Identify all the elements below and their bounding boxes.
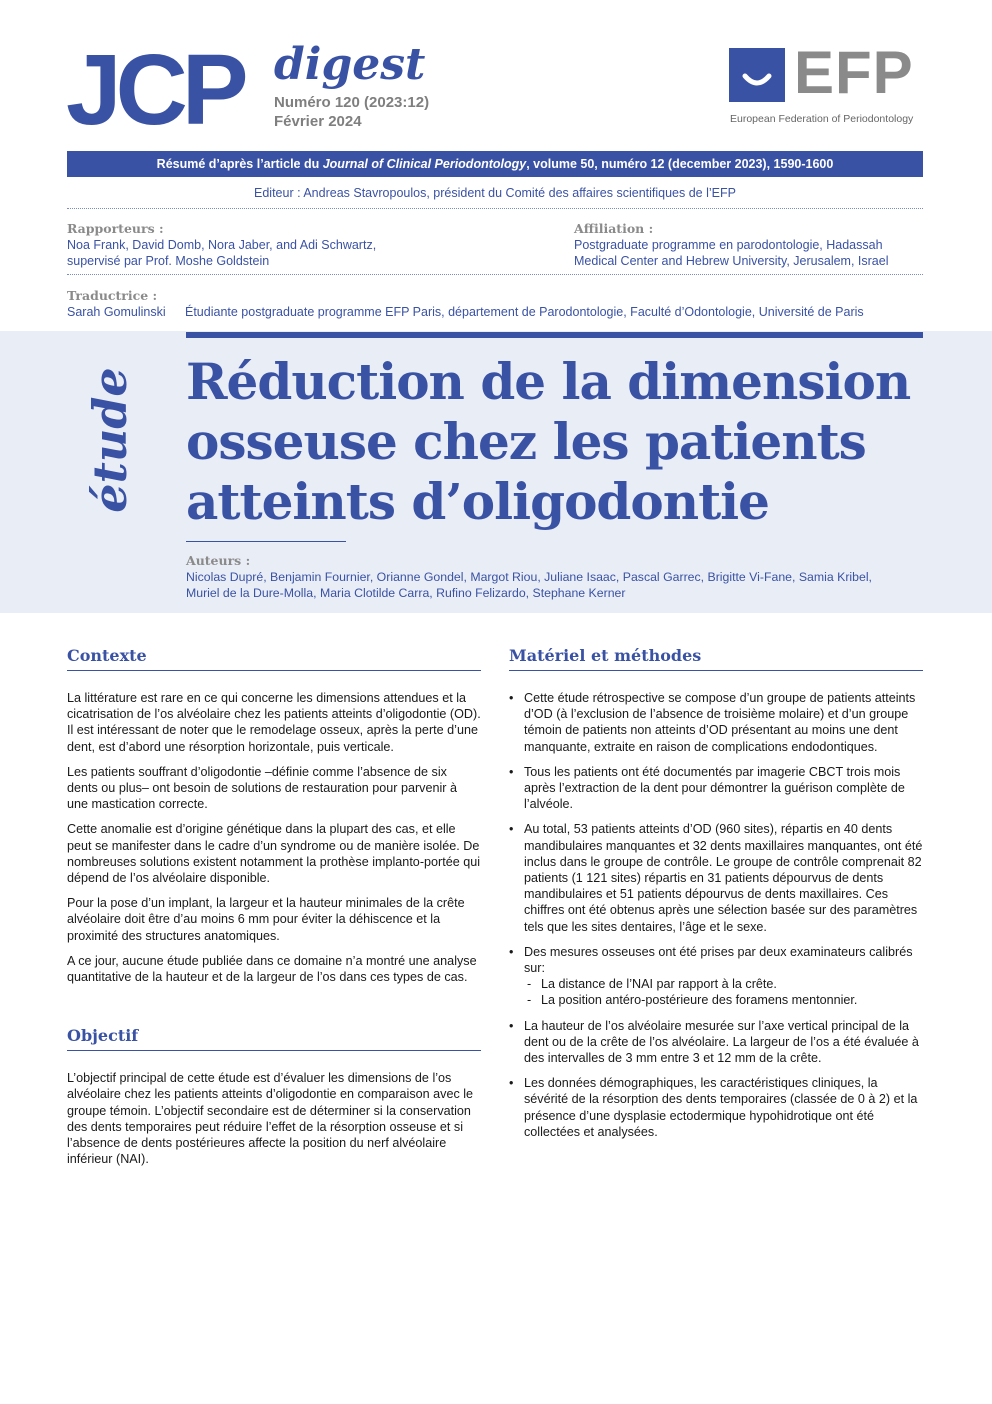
contexte-title: Contexte xyxy=(67,645,481,671)
title-line: atteints d’oligodontie xyxy=(186,472,769,531)
journal-name: Journal of Clinical Periodontology xyxy=(322,157,527,171)
authors-line2: Muriel de la Dure-Molla, Maria Clotilde Carra, Rufino Felizardo, Stephane Kerner xyxy=(186,586,626,600)
objectif-paragraph: L’objectif principal de cette étude est d’évaluer les dimensions de l’os alvéolaire chez les patients atteints d’oligodontie en comparaison avec le groupe témoin. L’objectif secondaire est de déterminer si la conservation des dents temporaires peut réduire l’effet de la résorption osseuse et si l’absence de dents postérieures affecte la position du nerf alvéolaire inférieur (NAI). xyxy=(67,1071,474,1167)
rapporteurs-label: Rapporteurs : xyxy=(67,221,164,236)
list-item: • Les données démographiques, les caractéristiques cliniques, la sévérité de la résorption des dents temporaires (classée de 0 à 2) et la présence d’une dysplasie ectodermique hypohidrotique ont été collectées et analysées. xyxy=(509,1076,918,1139)
contexte-paragraph: La littérature est rare en ce qui concerne les dimensions attendues et la cicatrisation de l’os alvéolaire chez les patients atteints d’oligodontie (OD). Il est intéressant de noter que le remodelage osseux, après la perte d’une dent, est d’abord une résorption horizontale, puis verticale. xyxy=(67,691,481,754)
rapporteurs-line1: Noa Frank, David Domb, Nora Jaber, and Adi Schwartz, xyxy=(67,238,377,252)
contexte-paragraph: Pour la pose d’un implant, la largeur et la hauteur minimales de la crête alvéolaire doit être d’au moins 6 mm pour éviter la déhiscence et la proximité des structures anatomiques. xyxy=(67,896,465,943)
contexte-paragraph: Cette anomalie est d’origine génétique dans la plupart des cas, et elle peut se manifester dans le cadre d’un syndrome ou de manière isolée. De nombreuses solutions existent notamment la prothèse implanto-portée qui dépend de l’os alvéolaire disponible. xyxy=(67,822,481,886)
issue-number: Numéro 120 (2023:12) xyxy=(274,94,430,111)
editor-line: Editeur : Andreas Stavropoulos, président du Comité des affaires scientifiques de l’EFP xyxy=(254,186,736,200)
list-item: • Cette étude rétrospective se compose d’un groupe de patients atteints d’OD (à l’exclusion de l’absence de troisième molaire) et d’un groupe témoin de patients non atteints d’OD présentant au moins une dent manquante, extraite en raison de complications endodontiques. xyxy=(509,691,916,754)
affiliation-block xyxy=(574,221,924,269)
list-item: • Tous les patients ont été documentés par imagerie CBCT trois mois après l’extraction de la dent pour démontrer la guérison complète de l’alvéole. xyxy=(509,764,905,812)
traductrice-name: Sarah Gomulinski xyxy=(67,305,166,319)
traductrice-role: Étudiante postgraduate programme EFP Paris, département de Parodontologie, Faculté d’Odontologie, Université de Paris xyxy=(185,305,864,319)
rapporteurs-line2: supervisé par Prof. Moshe Goldstein xyxy=(67,254,270,268)
bullet-icon: • xyxy=(509,944,514,959)
methodes-title: Matériel et méthodes xyxy=(509,645,923,671)
right-column xyxy=(509,645,923,1149)
efp-fullname: European Federation of Periodontology xyxy=(730,113,914,125)
affiliation-label: Affiliation : xyxy=(574,221,654,236)
contexte-paragraph: A ce jour, aucune étude publiée dans ce domaine n’a montré une analyse quantitative de la hauteur et de la largeur de l’os dans ces types de cas. xyxy=(67,953,477,985)
banner-suffix: , volume 50, numéro 12 (december 2023), 1590-1600 xyxy=(526,157,834,171)
traductrice-block xyxy=(67,288,927,320)
divider xyxy=(67,208,923,209)
issue-date: Février 2024 xyxy=(274,113,362,130)
list-item: • La hauteur de l’os alvéolaire mesurée sur l’axe vertical principal de la dent ou de la crête de l’os alvéolaire. La largeur de l’os a été évaluée à des intervalles de 3 mm entre 3 et 12 mm de la crête. xyxy=(509,1018,919,1066)
bullet-icon: • xyxy=(509,691,514,705)
sub-list-item: - La distance de l’NAI par rapport à la crête. xyxy=(527,977,777,992)
bullet-icon: • xyxy=(509,822,514,837)
bullet-icon: • xyxy=(509,1076,514,1091)
objectif-title: Objectif xyxy=(67,1025,481,1051)
list-item: • Des mesures osseuses ont été prises par deux examinateurs calibrés sur: - La distance de l’NAI par rapport à la crête. - La position antéro-postérieure des foramens mentonnier. xyxy=(509,944,923,1009)
sub-list-item: - La position antéro-postérieure des foramens mentonnier. xyxy=(527,993,858,1008)
banner-prefix: Résumé d’après l’article du xyxy=(156,157,323,171)
title-line: osseuse chez les patients xyxy=(186,412,866,471)
jcp-logo: JCP xyxy=(66,34,243,146)
authors-label: Auteurs : xyxy=(186,553,251,568)
title-underline xyxy=(186,541,346,542)
contexte-paragraph: Les patients souffrant d’oligodontie –définie comme l’absence de six dents ou plus– ont besoin de solutions de restauration pour parvenir à une mastication correcte. xyxy=(67,764,457,812)
etude-text: étude xyxy=(83,367,137,513)
left-column xyxy=(67,645,481,1167)
divider xyxy=(67,274,923,275)
list-item: • Au total, 53 patients atteints d’OD (960 sites), répartis en 40 dents mandibulaires manquantes et 32 dents maxillaires manquantes, ont été inclus dans le groupe de contrôle. Le groupe de contrôle comprenait 82 patients (1 121 sites) répartis en 31 patients dépourvus de dents mandibulaires et 51 patients dépourvus de dents maxillaires. Ces chiffres ont été obtenus après une sélection basée sur des paramètres tels que les sites dentaires, l’âge et le sexe. xyxy=(509,822,923,934)
affiliation-line2: Medical Center and Hebrew University, Jerusalem, Israel xyxy=(574,254,889,268)
title-line: Réduction de la dimension xyxy=(186,352,911,411)
rapporteurs-block xyxy=(67,221,467,269)
bullet-icon: • xyxy=(509,764,514,779)
bullet-icon: • xyxy=(509,1018,514,1033)
authors-block xyxy=(186,553,926,601)
dash-icon: - xyxy=(527,977,532,992)
article-title xyxy=(186,352,946,532)
methodes-list xyxy=(509,690,923,1140)
dash-icon: - xyxy=(527,993,532,1008)
affiliation-line1: Postgraduate programme en parodontologie, Hadassah xyxy=(574,238,883,252)
section-label xyxy=(70,360,150,520)
digest-label: digest xyxy=(274,39,426,90)
title-rule xyxy=(186,332,923,338)
efp-logo: EFP xyxy=(794,39,914,106)
traductrice-label: Traductrice : xyxy=(67,288,158,303)
authors-line1: Nicolas Dupré, Benjamin Fournier, Orianne Gondel, Margot Riou, Juliane Isaac, Pascal Garrec, Brigitte Vi-Fane, Samia Kribel, xyxy=(186,570,872,584)
efp-smile-icon xyxy=(729,48,785,102)
source-banner xyxy=(67,151,923,177)
